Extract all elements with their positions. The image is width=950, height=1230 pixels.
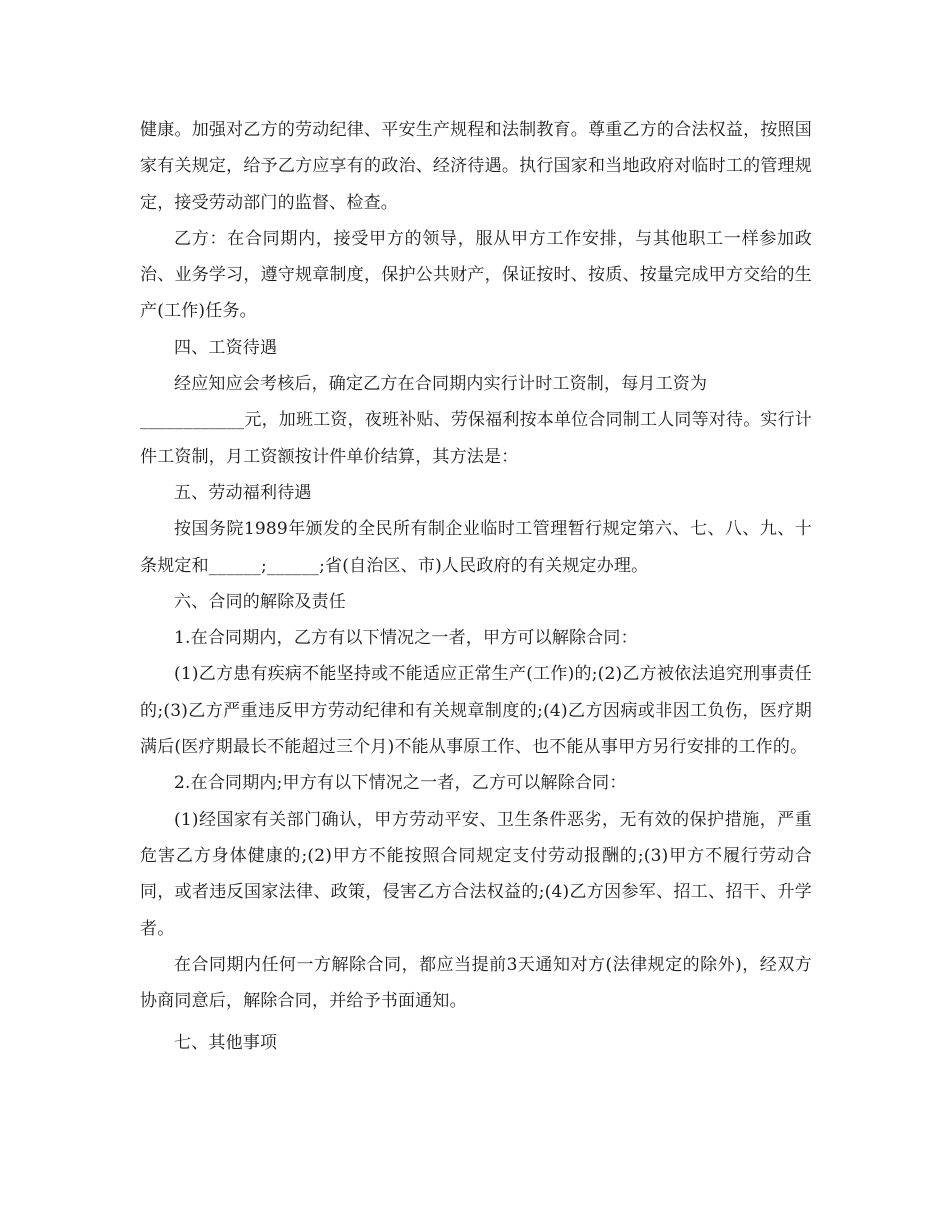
- paragraph-welfare-rules: 按国务院1989年颁发的全民所有制企业临时工管理暂行规定第六、七、八、九、十条规定和______;______;省(自治区、市)人民政府的有关规定办理。: [140, 519, 812, 576]
- paragraph-health-obligations: 健康。加强对乙方的劳动纪律、平安生产规程和法制教育。尊重乙方的合法权益，按照国家有关规定，给予乙方应享有的政治、经济待遇。执行国家和当地政府对临时工的管理规定，接受劳动部门的监督、检查。: [140, 120, 812, 213]
- clause-1-items: (1)乙方患有疾病不能坚持或不能适应正常生产(工作)的;(2)乙方被依法追究刑事责任的;(3)乙方严重违反甲方劳动纪律和有关规章制度的;(4)乙方因病或非因工负伤，医疗期满后(医疗期最长不能超过三个月)不能从事原工作、也不能从事甲方另行安排的工作的。: [140, 664, 812, 758]
- clause-2-items: (1)经国家有关部门确认，甲方劳动平安、卫生条件恶劣，无有效的保护措施，严重危害乙方身体健康的;(2)甲方不能按照合同规定支付劳动报酬的;(3)甲方不履行劳动合同，或者违反国家法律、政策，侵害乙方合法权益的;(4)乙方因参军、招工、招干、升学者。: [140, 809, 812, 939]
- document-body: [140, 112, 812, 1062]
- section-heading-other: 七、其他事项: [174, 1033, 278, 1054]
- section-heading-wages: 四、工资待遇: [174, 337, 278, 358]
- clause-1-heading: 1.在合同期内，乙方有以下情况之一者，甲方可以解除合同：: [174, 628, 638, 649]
- section-heading-welfare: 五、劳动福利待遇: [174, 482, 312, 503]
- clause-2-heading: 2.在合同期内;甲方有以下情况之一者，乙方可以解除合同：: [174, 773, 627, 794]
- paragraph-party-b-duties: 乙方：在合同期内，接受甲方的领导，服从甲方工作安排，与其他职工一样参加政治、业务学习，遵守规章制度，保护公共财产，保证按时、按质、按量完成甲方交给的生产(工作)任务。: [140, 228, 812, 322]
- paragraph-notice-period: 在合同期内任何一方解除合同，都应当提前3天通知对方(法律规定的除外)，经双方协商同意后，解除合同，并给予书面通知。: [140, 954, 812, 1012]
- paragraph-wage-amount: ____________元，加班工资，夜班补贴、劳保福利按本单位合同制工人同等对待。实行计件工资制，月工资额按计件单价结算，其方法是：: [140, 410, 812, 467]
- section-heading-termination: 六、合同的解除及责任: [174, 591, 346, 612]
- paragraph-wage-system: 经应知应会考核后，确定乙方在合同期内实行计时工资制，每月工资为: [174, 374, 708, 395]
